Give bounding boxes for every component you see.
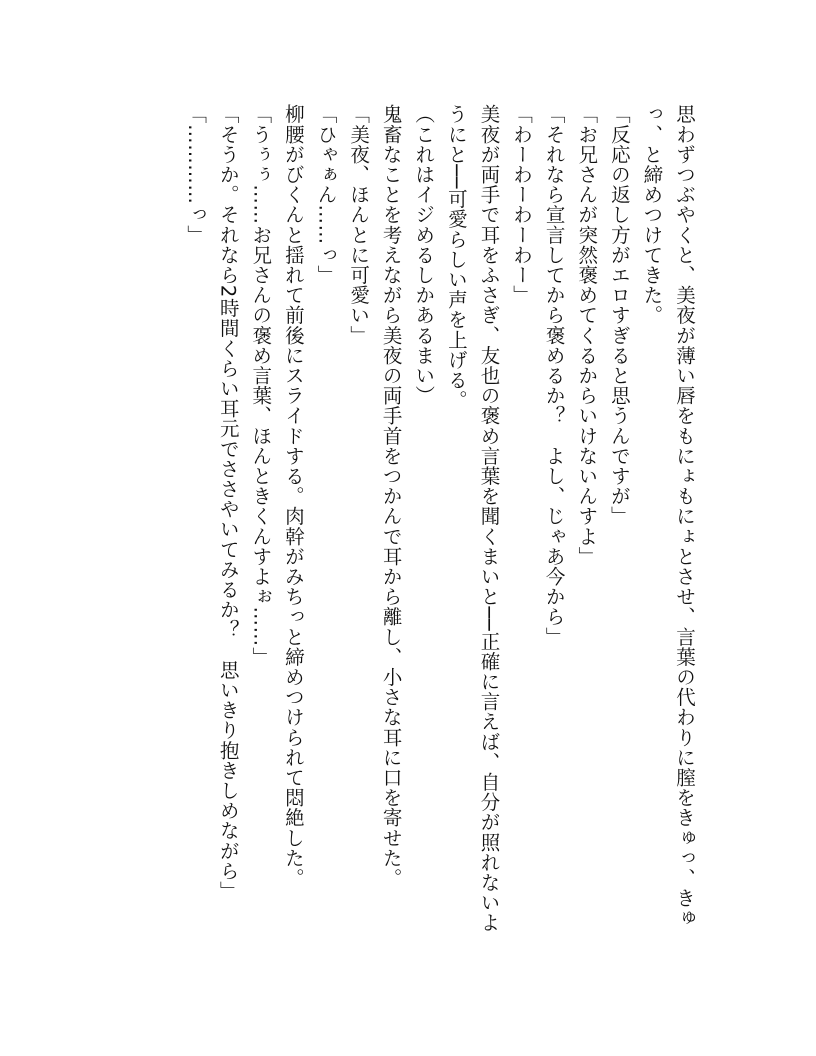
text-line: 「そうか。それなら2時間くらい耳元でささやいてみるか？ 思いきり抱きしめながら」 — [216, 104, 240, 901]
text-line: 思わずつぶやくと、美夜が薄い唇をもにょもにょとさせ、言葉の代わりに膣をきゅっ、きゅ — [673, 104, 696, 929]
text-line: （これはイジめるしかあるまい） — [412, 104, 436, 406]
text-line: 「反応の返し方がエロすぎると思うんですが」 — [607, 104, 631, 527]
text-line: っ、と締めつけてきた。 — [640, 104, 664, 326]
text-line: 柳腰がびくんと揺れて前後にスライドする。肉幹がみちっと締めつけられて悶絶した。 — [281, 104, 305, 888]
text-line: 「わーわーわーわー」 — [510, 104, 534, 305]
text-line: 「うぅぅ……お兄さんの褒め言葉、ほんときくんすよぉ……」 — [249, 104, 273, 667]
text-line: 「お兄さんが突然褒めてくるからいけないんすよ」 — [575, 104, 599, 567]
text-line: 「美夜、ほんとに可愛い」 — [347, 104, 371, 346]
text-line: うにと──可愛らしい声を上げる。 — [444, 104, 468, 411]
text-line: 鬼畜なことを考えながら美夜の両手首をつかんで耳から離し、小さな耳に口を寄せた。 — [379, 104, 403, 888]
text-line: 美夜が両手で耳をふさぎ、友也の褒め言葉を聞くまいと──正確に言えば、自分が照れないよ — [477, 104, 501, 933]
text-line: 「…………っ」 — [184, 104, 208, 245]
text-line: 「それなら宣言してから褒めるか？ よし、じゃあ今から」 — [542, 104, 566, 647]
vertical-text-body — [140, 104, 700, 984]
text-line: 「ひゃぁん……っ」 — [314, 104, 338, 285]
